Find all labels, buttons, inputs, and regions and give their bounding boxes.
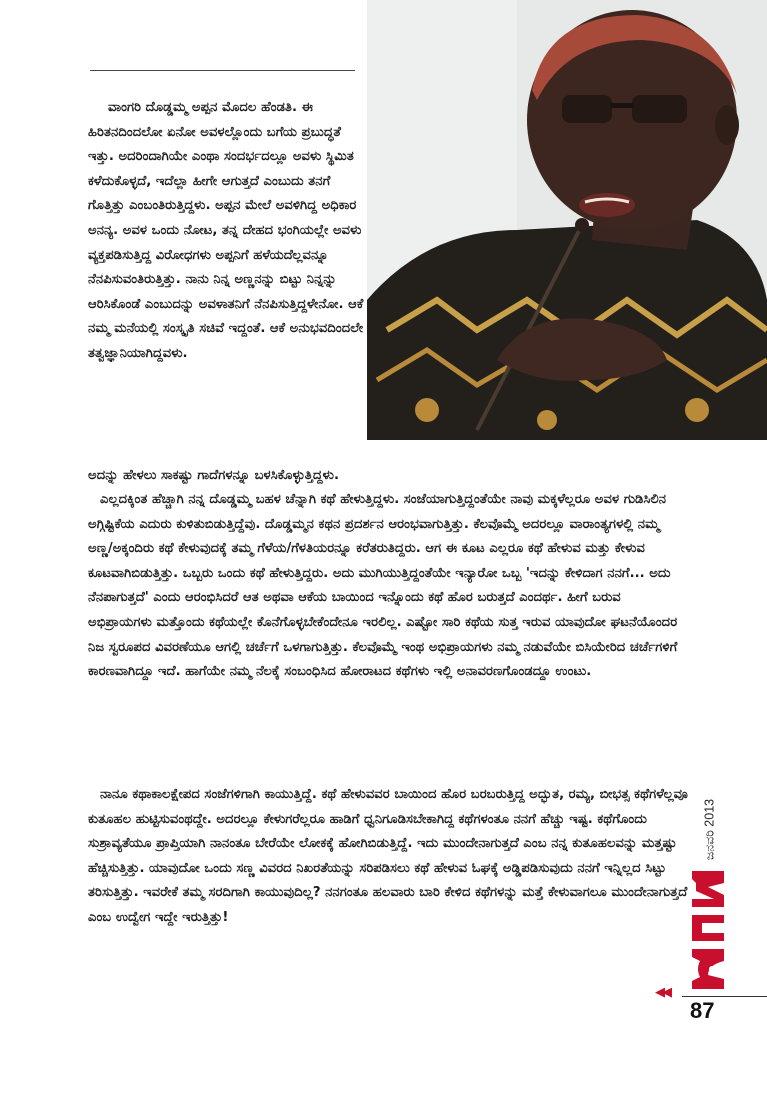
previous-page-icon[interactable]: ◀◀ (655, 985, 669, 1000)
magazine-logo (688, 865, 728, 995)
issue-date-text: ಜನವರಿ 2013 (702, 798, 717, 861)
portrait-photo (367, 0, 767, 440)
header-rule (90, 70, 355, 71)
article-paragraph: ನಾನೂ ಕಥಾಕಾಲಕ್ಷೇಪದ ಸಂಜೆಗಳಿಗಾಗಿ ಕಾಯುತ್ತಿದ್ದೆ. ಕಥೆ ಹೇಳುವವರ ಬಾಯಿಂದ ಹೊರ ಬರಬರುತ್ತಿದ್ದ ಅದ್ಭುತ, ರಮ್ಯ, ಬೀಭತ್ಸ ಕಥೆಗಳೆಲ್ಲವೂ ಕುತೂಹಲ ಹುಟ್ಟಿಸುವಂಥದ್ದೇ. ಅದರಲ್ಲೂ ಕೇಳುಗರೆಲ್ಲರೂ ಹಾಡಿಗೆ ಧ್ವನಿಗೂಡಿಸಬೇಕಾಗಿದ್ದ ಕಥೆಗಳಂತೂ ನನಗೆ ಹೆಚ್ಚು ಇಷ್ಟ. ಕಥೆಗೊಂದು ಸುಶ್ರಾವ್ಯತೆಯೂ ಪ್ರಾಪ್ತಿಯಾಗಿ ನಾನಂತೂ ಬೇರೆಯೇ ಲೋಕಕ್ಕೆ ಹೋಗಿಬಿಡುತ್ತಿದ್ದೆ. ಇದು ಮುಂದೇನಾಗುತ್ತದೆ ಎಂಬ ನನ್ನ ಕುತೂಹಲವನ್ನು ಮತ್ತಷ್ಟು ಹೆಚ್ಚಿಸುತ್ತಿತ್ತು. ಯಾವುದೋ ಒಂದು ಸಣ್ಣ ವಿವರದ ನಿಖರತೆಯನ್ನು ಸರಿಪಡಿಸಲು ಕಥೆ ಹೇಳುವ ಓಘಕ್ಕೆ ಅಡ್ಡಿಪಡಿಸುವುದು ನನಗೆ ಇನ್ನಿಲ್ಲದ ಸಿಟ್ಟು ತರಿಸುತ್ತಿತ್ತು. ಇವರೇಕೆ ತಮ್ಮ ಸರದಿಗಾಗಿ ಕಾಯುವುದಿಲ್ಲ? ನನಗಂತೂ ಹಲವಾರು ಬಾರಿ ಕೇಳಿದ ಕಥೆಗಳನ್ನು ಮತ್ತೆ ಕೇಳುವಾಗಲೂ ಮುಂದೇನಾಗುತ್ತದೆ ಎಂಬ ಉದ್ವೇಗ ಇದ್ದೇ ಇರುತ್ತಿತ್ತು! (88, 787, 688, 925)
article-paragraph: ವಾಂಗರಿ ದೊಡ್ಡಮ್ಮ ಅಪ್ಪನ ಮೊದಲ ಹೆಂಡತಿ. ಈ ಹಿರಿತನದಿಂದಲೋ ಏನೋ ಅವಳಲ್ಲೊಂದು ಬಗೆಯ ಪ್ರಬುದ್ಧತೆ ಇತ್ತು. ಅದರಿಂದಾಗಿಯೇ ಎಂಥಾ ಸಂದರ್ಭದಲ್ಲೂ ಅವಳು ಸ್ಥಿಮಿತ ಕಳೆದುಕೊಳ್ಳದೆ, ಇದೆಲ್ಲಾ ಹೀಗೇ ಆಗುತ್ತದೆ ಎಂಬುದು ತನಗೆ ಗೊತ್ತಿತ್ತು ಎಂಬಂತಿರುತ್ತಿದ್ದಳು. ಅಪ್ಪನ ಮೇಲೆ ಅವಳಿಗಿದ್ದ ಅಧಿಕಾರ ಅನನ್ಯ. ಅವಳ ಒಂದು ನೋಟ, ತನ್ನ ದೇಹದ ಭಂಗಿಯಲ್ಲೇ ಅವಳು ವ್ಯಕ್ತಪಡಿಸುತ್ತಿದ್ದ ವಿರೋಧಗಳು ಅಪ್ಪನಿಗೆ ಹಳೆಯದೆಲ್ಲವನ್ನೂ ನೆನಪಿಸುವಂತಿರುತ್ತಿತ್ತು. ನಾನು ನಿನ್ನ ಅಣ್ಣನನ್ನು ಬಿಟ್ಟು ನಿನ್ನನ್ನು ಆರಿಸಿಕೊಂಡೆ ಎಂಬುದನ್ನು ಅವಳಾತನಿಗೆ ನೆನಪಿಸುತ್ತಿದ್ದಳೇನೋ. ಆಕೆ ನಮ್ಮ ಮನೆಯಲ್ಲಿ ಸಂಸ್ಕೃತಿ ಸಚಿವೆ ಇದ್ದಂತೆ. ಆಕೆ ಅನುಭವದಿಂದಲೇ ತತ್ವಜ್ಞಾನಿಯಾಗಿದ್ದವಳು. (88, 100, 364, 361)
page-number: 87 (690, 998, 715, 1023)
article-paragraph: ಎಲ್ಲದಕ್ಕಿಂತ ಹೆಚ್ಚಾಗಿ ನನ್ನ ದೊಡ್ಡಮ್ಮ ಬಹಳ ಚೆನ್ನಾಗಿ ಕಥೆ ಹೇಳುತ್ತಿದ್ದಳು. ಸಂಜೆಯಾಗುತ್ತಿದ್ದಂತೆಯೇ ನಾವು ಮಕ್ಕಳೆಲ್ಲರೂ ಅವಳ ಗುಡಿಸಿಲಿನ ಅಗ್ಗಿಷ್ಟಿಕೆಯ ಎದುರು ಕುಳಿತುಬಿಡುತ್ತಿದ್ದೆವು. ದೊಡ್ಡಮ್ಮನ ಕಥನ ಪ್ರದರ್ಶನ ಆರಂಭವಾಗುತ್ತಿತ್ತು. ಕೆಲವೊಮ್ಮೆ ಅದರಲ್ಲೂ ವಾರಾಂತ್ಯಗಳಲ್ಲಿ ನಮ್ಮ ಅಣ್ಣ/ಅಕ್ಕಂದಿರು ಕಥೆ ಕೇಳುವುದಕ್ಕೆ ತಮ್ಮ ಗೆಳೆಯ/ಗೆಳತಿಯರನ್ನೂ ಕರೆತರುತಿದ್ದರು. ಆಗ ಈ ಕೂಟ ಎಲ್ಲರೂ ಕಥೆ ಹೇಳುವ ಮತ್ತು ಕೇಳುವ ಕೂಟವಾಗಿಬಿಡುತ್ತಿತ್ತು. ಒಬ್ಬರು ಒಂದು ಕಥೆ ಹೇಳುತ್ತಿದ್ದರು. ಅದು ಮುಗಿಯುತ್ತಿದ್ದಂತೆಯೇ ಇನ್ಯಾರೋ ಒಬ್ಬ 'ಇದನ್ನು ಕೇಳಿದಾಗ ನನಗೆ... ಅದು ನೆನಪಾಗುತ್ತದೆ' ಎಂದು ಆರಂಭಿಸಿದರೆ ಆತ ಅಥವಾ ಆಕೆಯ ಬಾಯಿಂದ ಇನ್ನೊಂದು ಕಥೆ ಹೊರ ಬರುತ್ತದೆ ಎಂದರ್ಥ. ಹೀಗೆ ಬರುವ ಅಭಿಪ್ರಾಯಗಳು ಮತ್ತೊಂದು ಕಥೆಯಲ್ಲೇ ಕೊನೆಗೊಳ್ಳಬೇಕೆಂದೇನೂ ಇರಲಿಲ್ಲ. ಎಷ್ಟೋ ಸಾರಿ ಕಥೆಯ ಸುತ್ತ ಇರುವ ಯಾವುದೋ ಘಟನೆಯೊಂದರ ನಿಜ ಸ್ವರೂಪದ ವಿವರಣೆಯೂ ಆಗಲ್ಲಿ ಚರ್ಚೆಗೆ ಒಳಗಾಗುತ್ತಿತ್ತು. ಕೆಲವೊಮ್ಮೆ ಇಂಥ ಅಭಿಪ್ರಾಯಗಳು ನಮ್ಮ ನಡುವೆಯೇ ಬಿಸಿಯೇರಿದ ಚರ್ಚೆಗಳಿಗೆ ಕಾರಣವಾಗಿದ್ದೂ ಇದೆ. ಹಾಗೆಯೇ ನಮ್ಮ ನೆಲಕ್ಕೆ ಸಂಬಂಧಿಸಿದ ಹೋರಾಟದ ಕಥೆಗಳು ಇಲ್ಲಿ ಅನಾವರಣಗೊಂಡದ್ದೂ ಉಂಟು. (88, 492, 678, 680)
magazine-masthead (688, 795, 728, 995)
footer-rule (682, 996, 767, 997)
article-paragraph-continuation: ಅದನ್ನು ಹೇಳಲು ಸಾಕಷ್ಟು ಗಾದೆಗಳನ್ನೂ ಬಳಸಿಕೊಳ್ಳುತ್ತಿದ್ದಳು. (88, 468, 339, 483)
